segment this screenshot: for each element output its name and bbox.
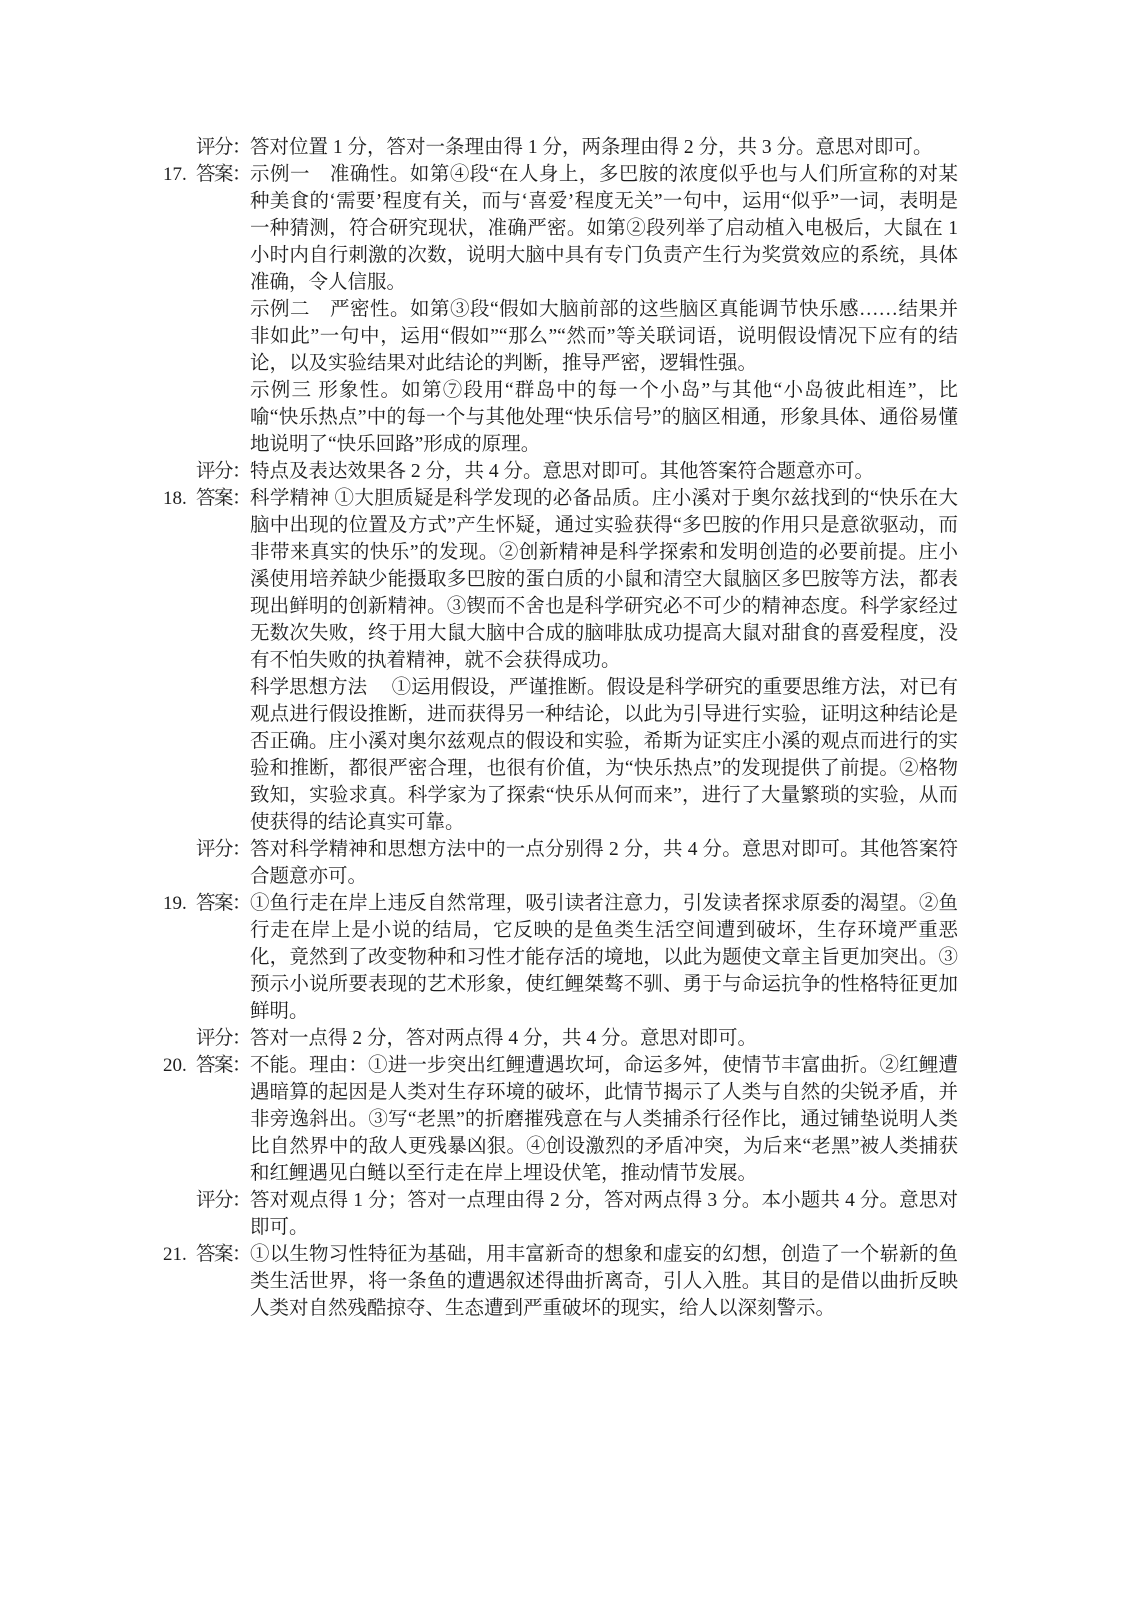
answer-paragraph: 科学思想方法 ①运用假设，严谨推断。假设是科学研究的重要思维方法，对已有观点进行假设推断，进而获得另一种结论，以此为引导进行实验，证明这种结论是否正确。庄小溪对奥尔兹观点的假设和实验，希斯为证实庄小溪的观点而进行的实验和推断，都很严密合理，也很有价值，为“快乐热点”的发现提供了前提。②格物致知，实验求真。科学家为了探索“快乐从何而来”，进行了大量繁琐的实验，从而使获得的结论真实可靠。 [250,677,958,833]
item-label: 评分： [196,461,251,482]
score-note [163,134,958,161]
answer-paragraph: 答对科学精神和思想方法中的一点分别得 2 分，共 4 分。意思对即可。其他答案符合题意亦可。 [250,839,958,887]
item-body [250,890,958,1025]
item-body [250,836,958,890]
answer-paragraph: 科学精神 ①大胆质疑是科学发现的必备品质。庄小溪对于奥尔兹找到的“快乐在大脑中出现的位置及方式”产生怀疑，通过实验获得“多巴胺的作用只是意欲驱动，而非带来真实的快乐”的发现。②创新精神是科学探索和发明创造的必要前提。庄小溪使用培养缺少能摄取多巴胺的蛋白质的小鼠和清空大鼠脑区多巴胺等方法，都表现出鲜明的创新精神。③锲而不舍也是科学研究必不可少的精神态度。科学家经过无数次失败，终于用大鼠大脑中合成的脑啡肽成功提高大鼠对甜食的喜爱程度，没有不怕失败的执着精神，就不会获得成功。 [250,488,958,671]
item-label: 评分： [196,1028,251,1049]
answer-item-17 [163,161,958,458]
answer-paragraph: 答对观点得 1 分；答对一点理由得 2 分，答对两点得 3 分。本小题共 4 分。意思对即可。 [250,1190,958,1238]
item-number: 18. [163,488,187,509]
item-body [250,458,958,485]
answer-paragraph: 特点及表达效果各 2 分，共 4 分。意思对即可。其他答案符合题意亦可。 [250,461,875,482]
item-label: 答案： [196,488,251,509]
item-label: 评分： [196,839,251,860]
item-number: 20. [163,1055,187,1076]
item-label: 评分： [196,137,251,158]
item-number: 17. [163,164,187,185]
item-label: 答案： [196,164,251,185]
item-label: 答案： [196,1244,251,1265]
item-label: 评分： [196,1190,251,1211]
item-body [250,161,958,458]
score-note [163,836,958,890]
answer-paragraph: 示例二 严密性。如第③段“假如大脑前部的这些脑区真能调节快乐感……结果并非如此”一句中，运用“假如”“那么”“然而”等关联词语，说明假设情况下应有的结论，以及实验结果对此结论的判断，推导严密，逻辑性强。 [250,299,958,374]
answer-paragraph: 示例一 准确性。如第④段“在人身上，多巴胺的浓度似乎也与人们所宣称的对某种美食的‘需要’程度有关，而与‘喜爱’程度无关”一句中，运用“似乎”一词，表明是一种猜测，符合研究现状，准确严密。如第②段列举了启动植入电极后，大鼠在 1 小时内自行刺激的次数，说明大脑中具有专门负责产生行为奖赏效应的系统，具体准确，令人信服。 [250,164,958,293]
item-body [250,1052,958,1187]
item-number: 19. [163,893,187,914]
answer-paragraph: ①以生物习性特征为基础，用丰富新奇的想象和虚妄的幻想，创造了一个崭新的鱼类生活世界，将一条鱼的遭遇叙述得曲折离奇，引人入胜。其目的是借以曲折反映人类对自然残酷掠夺、生态遭到严重破坏的现实，给人以深刻警示。 [250,1244,958,1319]
answer-list [163,134,958,1322]
answer-paragraph: 示例三 形象性。如第⑦段用“群岛中的每一个小岛”与其他“小岛彼此相连”，比喻“快乐热点”中的每一个与其他处理“快乐信号”的脑区相通，形象具体、通俗易懂地说明了“快乐回路”形成的原理。 [250,380,958,455]
answer-paragraph: 答对一点得 2 分，答对两点得 4 分，共 4 分。意思对即可。 [250,1028,758,1049]
score-note [163,458,958,485]
item-label: 答案： [196,893,251,914]
answer-item-20 [163,1052,958,1187]
item-label: 答案： [196,1055,251,1076]
item-body [250,134,958,161]
item-body [250,1241,958,1322]
item-body [250,1187,958,1241]
answer-item-21 [163,1241,958,1322]
answer-item-18 [163,485,958,836]
answer-paragraph: 不能。理由：①进一步突出红鲤遭遇坎坷，命运多舛，使情节丰富曲折。②红鲤遭遇暗算的起因是人类对生存环境的破坏，此情节揭示了人类与自然的尖锐矛盾，并非旁逸斜出。③写“老黑”的折磨摧残意在与人类捕杀行径作比，通过铺垫说明人类比自然界中的敌人更残暴凶狠。④创设激烈的矛盾冲突，为后来“老黑”被人类捕获和红鲤遇见白鲢以至行走在岸上埋设伏笔，推动情节发展。 [250,1055,958,1184]
score-note [163,1187,958,1241]
item-body [250,1025,958,1052]
item-number: 21. [163,1244,187,1265]
answer-item-19 [163,890,958,1025]
answer-paragraph: ①鱼行走在岸上违反自然常理，吸引读者注意力，引发读者探求原委的渴望。②鱼行走在岸上是小说的结局，它反映的是鱼类生活空间遭到破坏，生存环境严重恶化，竟然到了改变物种和习性才能存活的境地，以此为题使文章主旨更加突出。③预示小说所要表现的艺术形象，使红鲤桀骜不驯、勇于与命运抗争的性格特征更加鲜明。 [250,893,958,1022]
item-body [250,485,958,836]
score-note [163,1025,958,1052]
answer-paragraph: 答对位置 1 分，答对一条理由得 1 分，两条理由得 2 分，共 3 分。意思对即可。 [250,137,933,158]
